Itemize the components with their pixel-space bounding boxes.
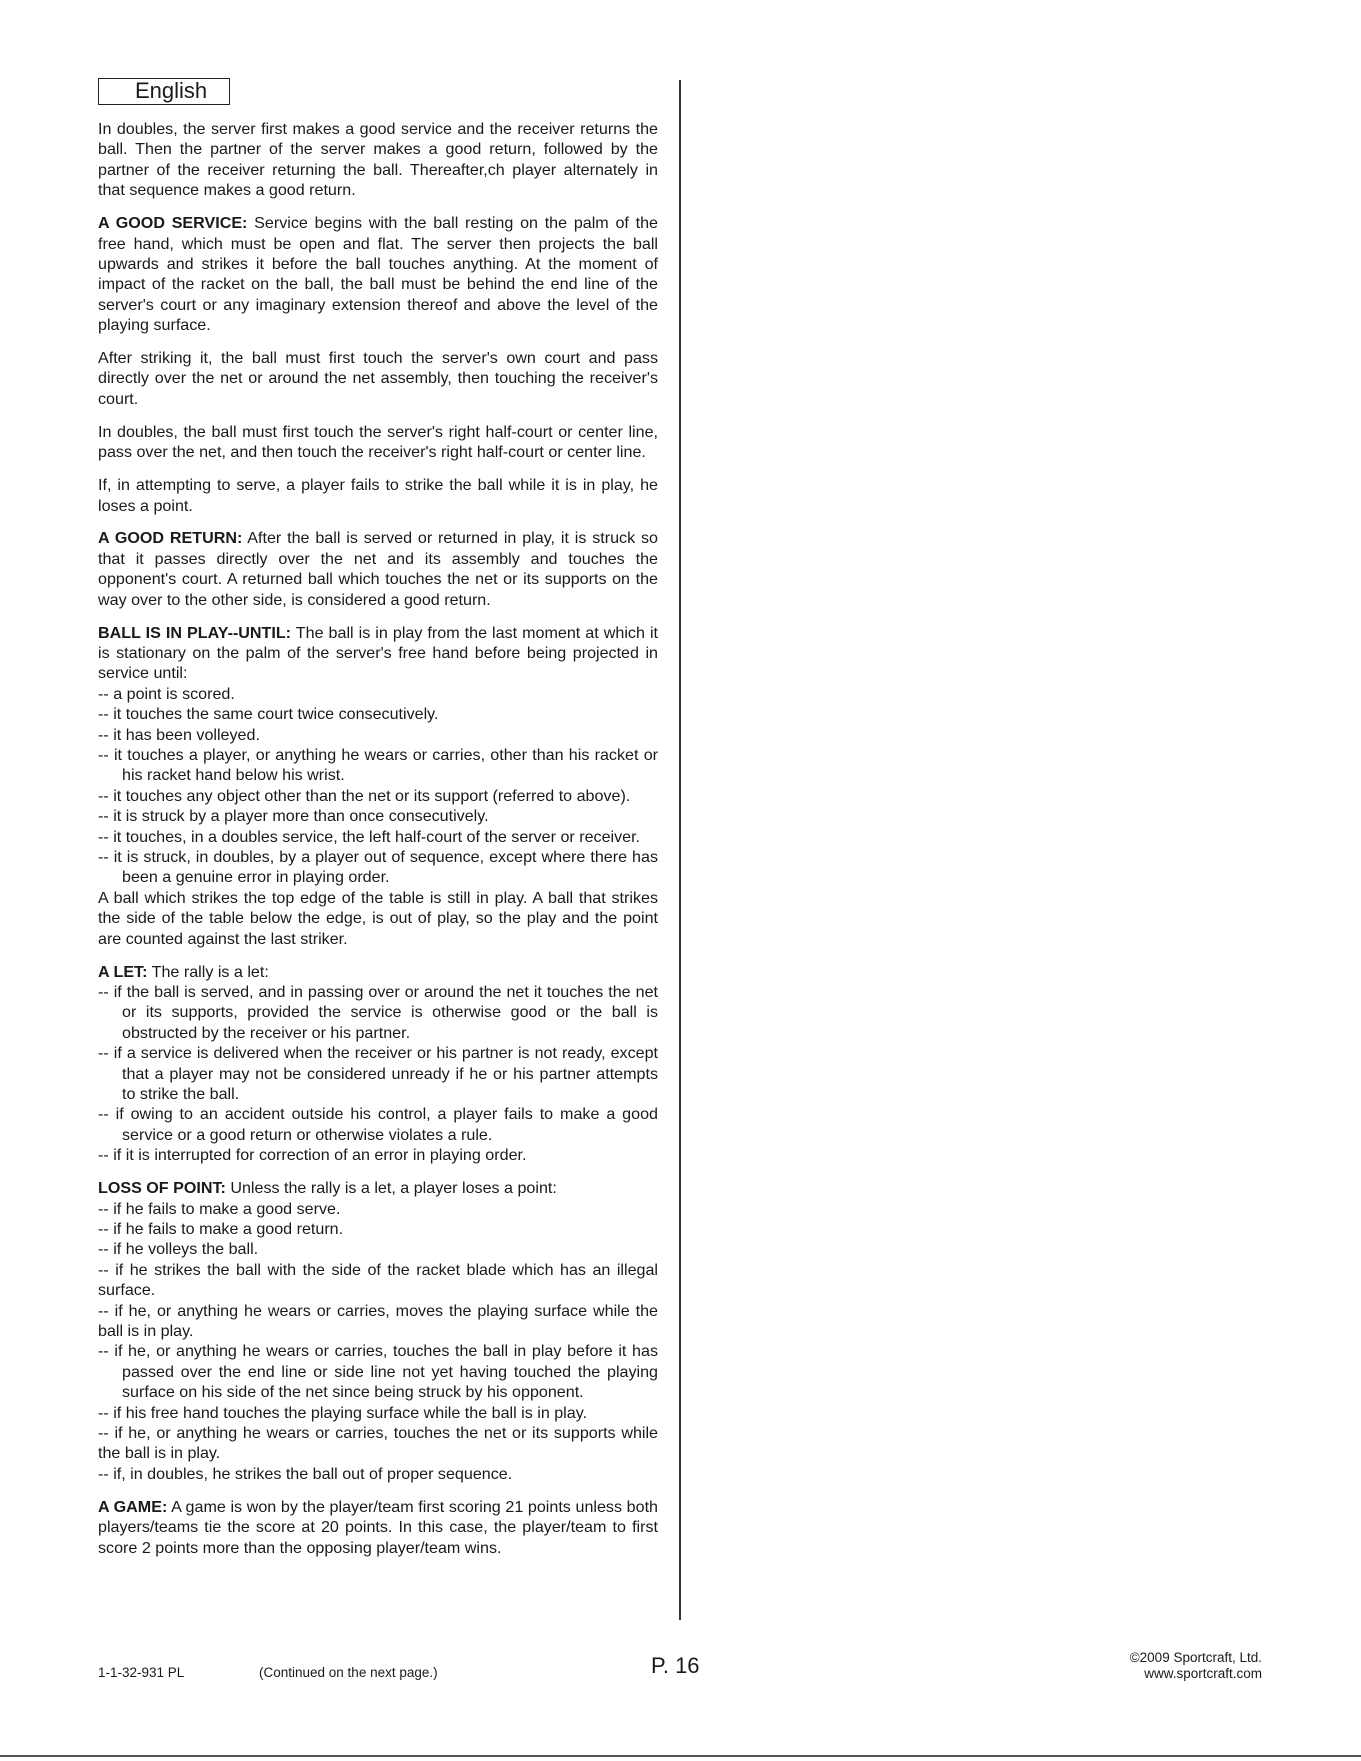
- website-text: www.sportcraft.com: [1144, 1666, 1262, 1681]
- fail-serve-paragraph: If, in attempting to serve, a player fails to strike the ball while it is in play, he loses a point.: [98, 476, 658, 515]
- list-item: -- it touches, in a doubles service, the left half-court of the server or receiver.: [98, 827, 641, 846]
- list-item: -- if he volleys the ball.: [98, 1240, 259, 1259]
- copyright-text: ©2009 Sportcraft, Ltd.: [1129, 1650, 1262, 1665]
- after-striking-paragraph: After striking it, the ball must first touch the server's own court and pass directly over the net or around the net assembly, then touching the receiver's court.: [98, 349, 658, 408]
- let-heading: A LET:: [98, 962, 148, 981]
- list-item: -- it touches any object other than the net or its support (referred to above).: [98, 786, 631, 805]
- loss-of-point-text: Unless the rally is a let, a player loses a point:: [225, 1179, 557, 1198]
- list-item: -- it has been volleyed.: [98, 725, 260, 744]
- let-text: The rally is a let:: [147, 962, 269, 981]
- list-item: -- it touches the same court twice consecutively.: [98, 705, 439, 724]
- list-item: -- if he fails to make a good serve.: [98, 1199, 341, 1218]
- game-text: A game is won by the player/team first scoring 21 points unless both players/teams tie the score at 20 points. In this case, the player/team to first score 2 points more than the opposing player/team wins.: [98, 1497, 658, 1557]
- ball-in-play-text: The ball is in play from the last moment at which it is stationary on the palm of the server's free hand before being projected in service until:: [98, 623, 658, 683]
- list-item: -- if his free hand touches the playing surface while the ball is in play.: [98, 1403, 588, 1422]
- list-item: -- if he, or anything he wears or carries, touches the ball in play before it has passed over the end line or side line not yet having touched the playing surface on his side of the net since being struck by his opponent.: [98, 1342, 658, 1402]
- good-service-heading: A GOOD SERVICE:: [98, 214, 248, 233]
- list-item: -- it is struck, in doubles, by a player out of sequence, except where there has been a genuine error in playing order.: [98, 848, 658, 887]
- doubles-service-paragraph: In doubles, the ball must first touch the server's right half-court or center line, pass over the net, and then touch the receiver's right half-court or center line.: [98, 422, 658, 462]
- intro-paragraph: In doubles, the server first makes a good service and the receiver returns the ball. Then the partner of the server makes a good return, followed by the partner of the receiver returning the ball. Thereafter,ch player alternately in that sequence makes a good return.: [98, 120, 658, 200]
- good-service-section: [98, 213, 658, 335]
- language-label: English: [98, 78, 230, 105]
- good-return-text: After the ball is served or returned in play, it is struck so that it passes directly over the net and its assembly and touches the opponent's court. A returned ball which touches the net or its supports on the way over to the other side, is considered a good return.: [98, 529, 659, 609]
- column-divider: [679, 80, 681, 1620]
- ball-in-play-closing: A ball which strikes the top edge of the table is still in play. A ball that strikes the side of the table below the edge, is out of play, so the play and the point are counted against the last striker.: [98, 888, 658, 948]
- loss-of-point-heading: LOSS OF POINT:: [98, 1179, 226, 1198]
- let-section: [98, 962, 658, 982]
- list-item: -- if owing to an accident outside his control, a player fails to make a good service or a good return or otherwise violates a rule.: [98, 1105, 658, 1144]
- game-heading: A GAME:: [98, 1497, 168, 1516]
- list-item: -- a point is scored.: [98, 684, 235, 703]
- continued-note: (Continued on the next page.): [259, 1665, 438, 1680]
- good-return-heading: A GOOD RETURN:: [98, 529, 243, 548]
- page-number: P. 16: [651, 1653, 700, 1678]
- game-section: [98, 1497, 658, 1558]
- list-item: -- it is struck by a player more than once consecutively.: [98, 807, 489, 826]
- good-return-section: [98, 528, 658, 610]
- list-item: -- if the ball is served, and in passing over or around the net it touches the net or its supports, provided the service is otherwise good or the ball is obstructed by the receiver or his partner.: [98, 982, 658, 1042]
- english-column: [98, 78, 658, 1558]
- list-item: -- if he, or anything he wears or carries, touches the net or its supports while the ball is in play.: [98, 1423, 658, 1463]
- document-code: 1-1-32-931 PL: [98, 1665, 185, 1680]
- bottom-rule: [0, 1755, 1361, 1757]
- list-item: -- it touches a player, or anything he wears or carries, other than his racket or his racket hand below his wrist.: [98, 745, 658, 785]
- ball-in-play-section: [98, 623, 658, 684]
- copyright-block: [1000, 1650, 1262, 1682]
- ball-in-play-heading: BALL IS IN PLAY--UNTIL:: [98, 623, 292, 642]
- loss-of-point-section: [98, 1178, 658, 1198]
- list-item: -- if he strikes the ball with the side of the racket blade which has an illegal surface.: [98, 1260, 658, 1300]
- list-item: -- if it is interrupted for correction of an error in playing order.: [98, 1146, 527, 1165]
- list-item: -- if he fails to make a good return.: [98, 1219, 344, 1238]
- list-item: -- if he, or anything he wears or carries, moves the playing surface while the ball is in play.: [98, 1301, 658, 1340]
- good-service-text: Service begins with the ball resting on the palm of the free hand, which must be open and flat. The server then projects the ball upwards and strikes it before the ball touches anything. At the moment of impact of the racket on the ball, the ball must be behind the end line of the server's court or any imaginary extension thereof and above the level of the playing surface.: [98, 214, 658, 335]
- list-item: -- if a service is delivered when the receiver or his partner is not ready, except that a player may not be considered unready if he or his partner attempts to strike the ball.: [98, 1044, 658, 1103]
- list-item: -- if, in doubles, he strikes the ball out of proper sequence.: [98, 1464, 513, 1483]
